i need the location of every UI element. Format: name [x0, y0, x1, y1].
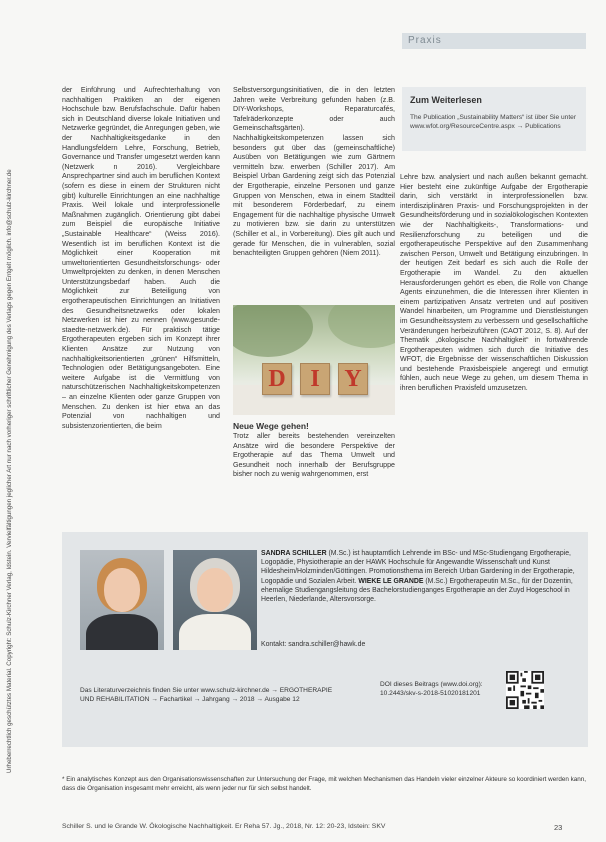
column-2b-text: Trotz aller bereits bestehenden vereinzelten Ansätze wird die besondere Perspektive der Ergotherapie auf das Thema Umwelt und Gesundheit noch innerhalb der Berufsgruppe bisher noch zu wenig wahrgenommen, erst — [233, 432, 395, 479]
footnote: * Ein analytisches Konzept aus den Organisationswissenschaften zur Untersuchung der Frage, mit welchen Mechanismen das Handeln vieler einzelner Akteure so koordiniert werden kann, dass die Organisation insgesamt mehr erreicht, als wenn jeder nur für sich selbst handelt. — [62, 776, 586, 792]
author-name-2: WIEKE LE GRANDE — [358, 577, 424, 585]
column-2-text: Selbstversorgungsinitiativen, die in den letzten Jahren weite Verbreitung gefunden haben (z.B. DIY-Workshops, Reparaturcafés, Tafelräderkonzepte oder auch Gemeinschaftsgärten). Nachhaltigkeitskompetenzen lassen sich besonders gut über das (gemeinschaftliche) Ausüben von Betätigungen wie zum Gärtnern vermitteln bzw. erwerben (Schiller 2017). Am Beispiel Urban Gardening zeigt sich das Potenzial der Ergotherapie, einzelne Personen und ganze Gruppen von Menschen, etwa in einem Stadtteil mit besonderem Förderbedarf, zu einem Engagement für die nachhaltige physische Umwelt zu motivieren bzw. sie darin zu unterstützen (Schiller et al., in Vorbereitung). Dies gilt auch und gerade für Menschen, die in vulnerablen, sozial benachteiligten Gruppen gehören (Niem 2011). — [233, 86, 395, 258]
copyright-side-note — [6, 40, 20, 780]
photo-foliage — [328, 305, 395, 348]
section-label: Praxis — [408, 35, 442, 46]
author-bio-2: (M.Sc.) Ergotherapeutin M.Sc., für der Dozentin, ehemalige Studiengangsleitung des Bachelorstudienganges Ergotherapie an der Zuyd Hogeschool in Heerlen, Niederlande, Altersvorsorge. — [261, 577, 573, 604]
further-reading-box — [402, 87, 586, 151]
text-column-1 — [62, 86, 220, 431]
wooden-block-y: Y — [338, 363, 368, 395]
diy-photo — [233, 305, 395, 415]
author-bio-1: (M.Sc.) ist hauptamtlich Lehrende im BSc- und MSc-Studiengang Ergotherapie, Logopädie, Physiotherapie an der HAWK Hochschule für Angewandte Wissenschaft und Kunst Hildesheim/Holzminden/Göttingen. Promotionsthema im Bereich Urban Gardening in der Ergotherapie, Logopädie und Sozialen Arbeit. — [261, 550, 575, 585]
author-contact: Kontakt: sandra.schiller@hawk.de — [261, 641, 366, 648]
page-number: 23 — [554, 823, 563, 832]
further-reading-title: Zum Weiterlesen — [410, 95, 482, 105]
literature-reference: Das Literaturverzeichnis finden Sie unter www.schulz-kirchner.de → ERGOTHERAPIE UND REHABILITATION → Fachartikel → Jahrgang → 2018 → Ausgabe 12 — [80, 687, 333, 703]
column-3-text: Lehre bzw. analysiert und nach außen bekannt gemacht. Hier besteht eine zukünftige Aufgabe der Ergotherapie darin, sich verstärkt in interprofessionellen bzw. interdisziplinären Praxis- und Forschungsprojekten in der Gesundheitsförderung und in sozialökologischen Kontexten wie der Nachhaltigkeits-, Transformations- und Resilienzforschung zu beteiligen und die ergotherapeutische Perspektive auf den Zusammenhang zwischen Person, Umwelt und Betätigung einzubringen. In der heutigen Zeit bedarf es sich auch die Rolle der Ergotherapie im Wandel. Zu den aktuellen Herausforderungen gehört es eben, die Rolle von Change Agents einzunehmen, die die Interessen ihrer Klienten in einem partizipativen Ansatz vertreten und auf positiven Wandel hinarbeiten, um Programme und Dienstleistungen im Gesundheitssystem zu verbessern und gesellschaftliche Veränderungen herbeizuführen (CAOT 2012, S. 8). Auf der Thematik „ökologische Nachhaltigkeit“ in fortwährende Ergotherapeuten widmen sich durch die Initiative des WFOT, die Ergebnisse der wissenschaftlichen Diskussion und bestehende Praxisbeispiele angeregt und ermutigt fühlen, auch neue Wege zu gehen, um diesem Thema in ihren beruflichen Praxisfeld umzusetzen. — [400, 173, 588, 393]
author-name-1: SANDRA SCHILLER — [261, 550, 327, 557]
photo-foliage — [233, 305, 313, 357]
doi-reference: DOI dieses Beitrags (www.doi.org): 10.2443/skv-s-2018-51020181201 — [380, 681, 483, 697]
section-subheading: Neue Wege gehen! — [233, 421, 309, 431]
qr-code-icon — [506, 671, 544, 709]
section-header — [402, 33, 586, 49]
author-bio-text — [261, 549, 579, 604]
further-reading-text: The Publication „Sustainability Matters“ ist über Sie unter www.wfot.org/ResourceCentre.aspx → Publications — [410, 114, 577, 130]
author-photo-schiller — [80, 550, 164, 650]
text-column-2b — [233, 432, 395, 480]
text-column-2 — [233, 86, 395, 259]
author-photo-le-grande — [173, 550, 257, 650]
text-column-3 — [400, 173, 588, 394]
copyright-text: Urheberrechtlich geschütztes Material. Copyright: Schulz-Kirchner Verlag, Idstein. Vervielfältigungen jeglicher Art nur nach vorheriger schriftlicher Genehmigung des Verlags gegen Entgelt möglich. info@schulz-kirchner.de — [6, 169, 13, 773]
wooden-block-i: I — [300, 363, 330, 395]
wooden-block-d: D — [262, 363, 292, 395]
page-footer-citation: Schiller S. und le Grande W. Ökologische Nachhaltigkeit. Er Reha 57. Jg., 2018, Nr. 12: 20-23, Idstein: SKV — [62, 823, 386, 830]
column-1-text: der Einführung und Aufrechterhaltung von nachhaltigen Praktiken an der eigenen Hochschule bzw. Berufsfachschule. Dafür haben sich in Deutschland diverse lokale Initiativen und Netzwerke gegründet, die Anregungen geben, wie der Nachhaltigkeitsgedanke in den Handlungsfeldern Lehre, Forschung, Betrieb, Governance und Transfer umgesetzt werden kann (Netzwerk n 2016). Vergleichbare Ansprechpartner sind auch im beruflichen Kontext (sofern es diese in einem der Strukturen nicht gibt) kulturelle Einrichtungen an eine nachhaltige Praxis. Weil lokale und interprofessionelle Maßnahmen zugänglich. Orientierung gibt dabei zum Beispiel die europäische Initiative „Sustainable Healthcare“ (Weiss 2016). Wesentlich ist im beruflichen Kontext ist die Möglichkeit einer Kooperation mit umweltorientierten Gesundheitsforschungs- oder Umweltprojekten zu denken, in denen Menschen Unterstützungsbedarf haben. Auch die Möglichkeit zur Beteiligung von ergotherapeutischen Einrichtungen an Initiativen des Gesundheitsnetzwerks oder lokalen Netzwerken ist hier zu nennen (www.gesunde-staedte-netzwerk.de). Für praktisch tätige Ergotherapeuten ergeben sich im Konzept ihrer Klienten Ansätze zur Nutzung von nachhaltigkeitsorientierten „grünen“ Hilfsmitteln, Technologien oder Betätigungsangeboten. Eine weitere Aufgabe ist die Vermittlung von naturschützerischen Nachhaltigkeitskompetenzen – an einzelne Klienten oder ganze Gruppen von Menschen. Zu denken ist hier etwa an das Potenzial von nachhaltigen und subsistenzorientierten, die beim — [62, 86, 220, 430]
